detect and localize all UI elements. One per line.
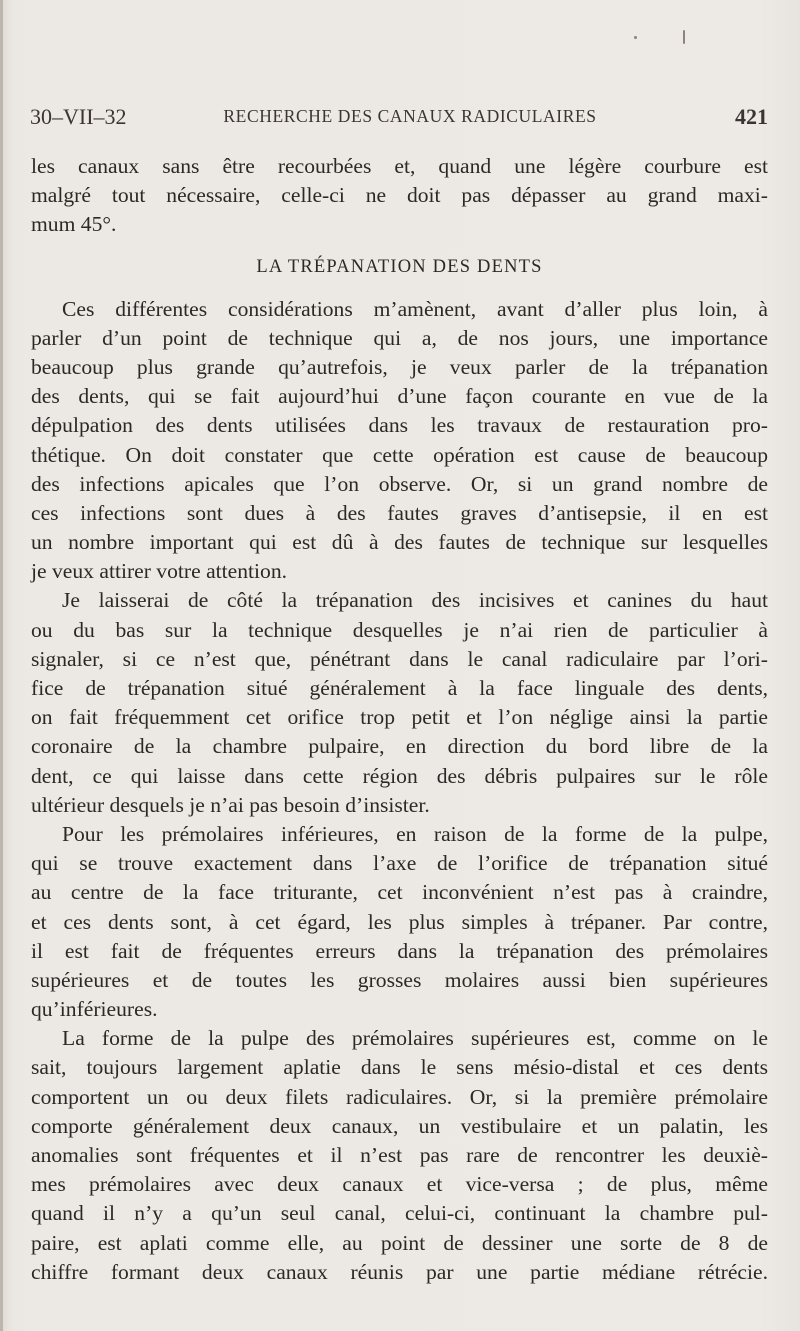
running-header [30, 104, 768, 134]
text-line: sait, toujours largement aplatie dans le sens mésio-distal et ces dents [31, 1055, 768, 1080]
text-line: coronaire de la chambre pulpaire, en direction du bord libre de la [31, 734, 768, 759]
paper-speck [683, 30, 685, 44]
text-line: et ces dents sont, à cet égard, les plus simples à trépaner. Par contre, [31, 909, 768, 934]
text-line: on fait fréquemment cet orifice trop petit et l’on néglige ainsi la partie [31, 705, 768, 730]
text-line: mum 45°. [31, 212, 117, 237]
text-line: Ces différentes considérations m’amènent, avant d’aller plus loin, à [62, 296, 768, 321]
text-line: parler d’un point de technique qui a, de nos jours, une importance [31, 325, 768, 350]
text-line: La forme de la pulpe des prémolaires supérieures est, comme on le [62, 1026, 768, 1051]
text-line: quand il n’y a qu’un seul canal, celui-ci, continuant la chambre pul- [31, 1201, 768, 1226]
text-line: ces infections sont dues à des fautes graves d’antisepsie, il en est [31, 500, 768, 525]
text-line: malgré tout nécessaire, celle-ci ne doit pas dépasser au grand maxi- [31, 183, 768, 208]
text-line: il est fait de fréquentes erreurs dans la trépanation des prémolaires [31, 938, 768, 963]
text-line: fice de trépanation situé généralement à la face linguale des dents, [31, 676, 768, 700]
text-line: comporte généralement deux canaux, un vestibulaire et un palatin, les [31, 1113, 768, 1138]
text-line: paire, est aplati comme elle, au point de dessiner une sorte de 8 de [31, 1230, 768, 1255]
text-line: mes prémolaires avec deux canaux et vice-versa ; de plus, même [31, 1172, 768, 1197]
text-line: ou du bas sur la technique desquelles je n’ai rien de particulier à [31, 617, 768, 642]
text-line: ultérieur desquels je n’ai pas besoin d’insister. [31, 792, 430, 817]
text-line: signaler, si ce n’est que, pénétrant dans le canal radiculaire par l’ori- [31, 646, 768, 671]
text-line: je veux attirer votre attention. [31, 559, 288, 584]
text-line: des dents, qui se fait aujourd’hui d’une façon courante en vue de la [31, 384, 768, 409]
page-binding-edge [0, 0, 3, 1331]
text-line: anomalies sont fréquentes et il n’est pas rare de rencontrer les deuxiè- [31, 1143, 768, 1167]
text-line: qu’inférieures. [31, 997, 158, 1022]
text-line: dépulpation des dents utilisées dans les travaux de restauration pro- [31, 413, 768, 438]
text-line: des infections apicales que l’on observe. Or, si un grand nombre de [31, 471, 768, 496]
text-line: les canaux sans être recourbées et, quand une légère courbure est [31, 154, 768, 178]
text-line: qui se trouve exactement dans l’axe de l’orifice de trépanation situé [31, 851, 768, 876]
text-line: chiffre formant deux canaux réunis par une partie médiane rétrécie. [31, 1259, 768, 1284]
header-date: 30–VII–32 [30, 104, 127, 129]
text-line: thétique. On doit constater que cette opération est cause de beaucoup [31, 442, 768, 467]
paper-speck [634, 36, 637, 39]
text-line: au centre de la face triturante, cet inconvénient n’est pas à craindre, [31, 880, 768, 905]
text-line: comportent un ou deux filets radiculaires. Or, si la première prémolaire [31, 1084, 768, 1109]
body-text [31, 152, 768, 1287]
text-line: dent, ce qui laisse dans cette région des débris pulpaires sur le rôle [31, 763, 768, 788]
text-line: beaucoup plus grande qu’autrefois, je veux parler de la trépanation [31, 354, 768, 379]
page-number: 421 [735, 104, 768, 129]
text-line: Pour les prémolaires inférieures, en raison de la forme de la pulpe, [62, 821, 768, 846]
text-line: un nombre important qui est dû à des fautes de technique sur lesquelles [31, 530, 768, 555]
text-line: Je laisserai de côté la trépanation des incisives et canines du haut [62, 588, 768, 613]
section-heading: LA TRÉPANATION DES DENTS [256, 256, 543, 277]
text-line: supérieures et de toutes les grosses molaires aussi bien supérieures [31, 967, 768, 992]
header-title: RECHERCHE DES CANAUX RADICULAIRES [223, 106, 597, 126]
